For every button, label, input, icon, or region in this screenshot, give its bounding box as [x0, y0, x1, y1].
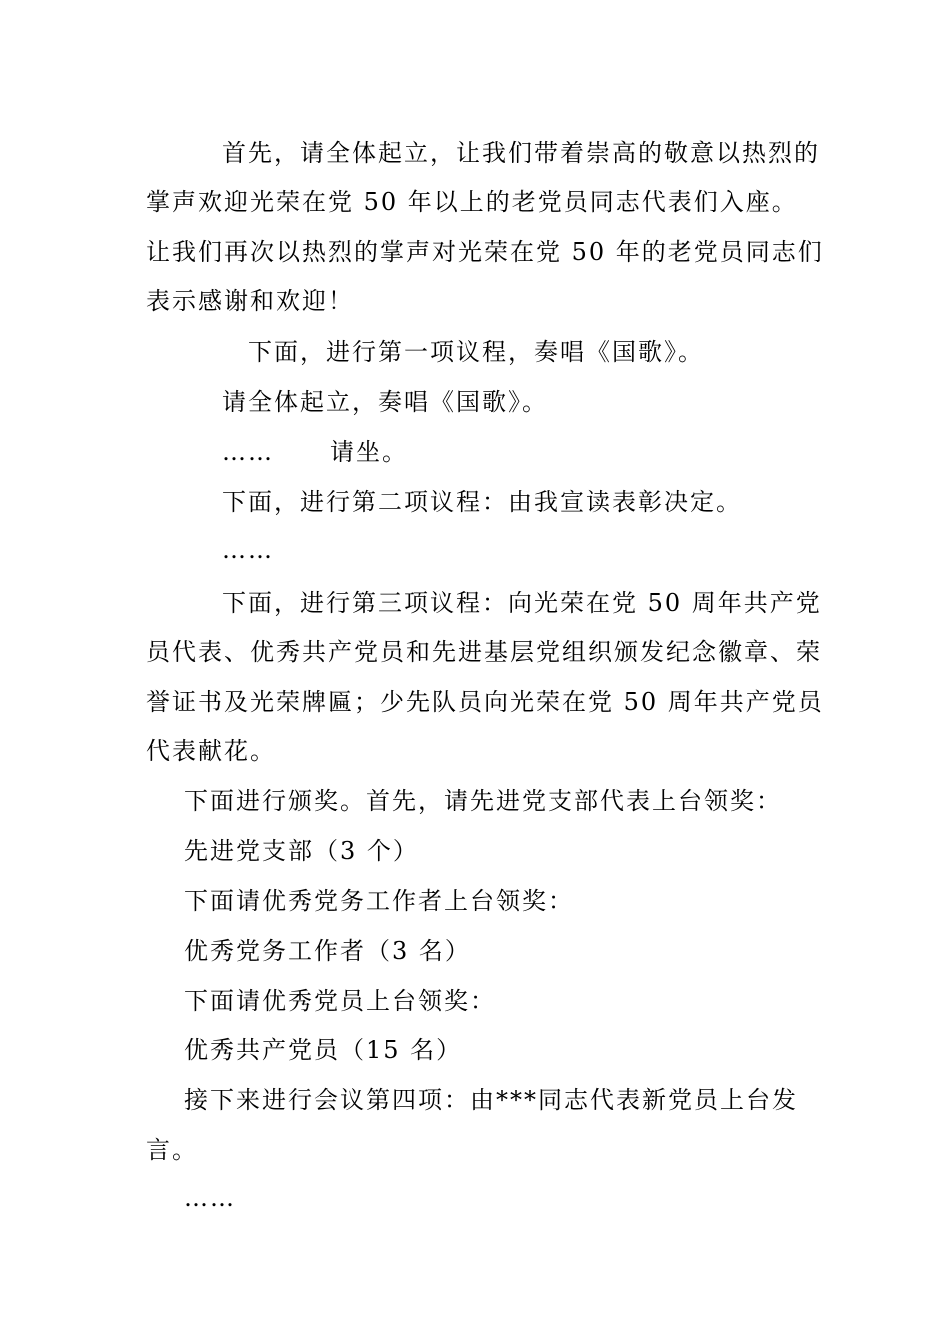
award-intro: 下面进行颁奖。首先，请先进党支部代表上台领奖：: [184, 787, 782, 815]
agenda-item-3-line-2: 员代表、优秀共产党员和先进基层党组织颁发纪念徽章、荣: [146, 638, 822, 666]
paragraph-1-line-4: 表示感谢和欢迎！: [146, 287, 354, 315]
award-intro-party-workers: 下面请优秀党务工作者上台领奖：: [184, 887, 574, 915]
agenda-item-2: 下面，进行第二项议程：由我宣读表彰决定。: [222, 488, 742, 516]
agenda-item-1: 下面，进行第一项议程，奏唱《国歌》。: [248, 338, 704, 366]
award-intro-members: 下面请优秀党员上台领奖：: [184, 987, 496, 1015]
ellipsis: ……: [184, 1184, 236, 1212]
agenda-item-3-line-4: 代表献花。: [146, 737, 276, 765]
paragraph-1-line-2: 掌声欢迎光荣在党 50 年以上的老党员同志代表们入座。: [146, 188, 798, 216]
ellipsis: ……: [222, 536, 274, 564]
agenda-item-4-line-2: 言。: [146, 1136, 198, 1164]
award-category-members: 优秀共产党员（15 名）: [184, 1036, 463, 1064]
ellipsis: ……: [222, 438, 274, 466]
award-category-party-workers: 优秀党务工作者（3 名）: [184, 937, 471, 965]
paragraph-1-line-1: 首先，请全体起立，让我们带着崇高的敬意以热烈的: [222, 139, 820, 167]
stand-anthem-instruction: 请全体起立，奏唱《国歌》。: [222, 388, 548, 416]
please-sit-line: [222, 436, 408, 468]
please-sit-text: 请坐。: [330, 438, 408, 466]
paragraph-1-line-3: 让我们再次以热烈的掌声对光荣在党 50 年的老党员同志们: [146, 238, 824, 266]
agenda-item-3-line-3: 誉证书及光荣牌匾；少先队员向光荣在党 50 周年共产党员: [146, 688, 824, 716]
agenda-item-4-line-1: 接下来进行会议第四项：由***同志代表新党员上台发: [184, 1086, 798, 1114]
award-category-branch: 先进党支部（3 个）: [184, 837, 419, 865]
agenda-item-3-line-1: 下面，进行第三项议程：向光荣在党 50 周年共产党: [222, 589, 822, 617]
